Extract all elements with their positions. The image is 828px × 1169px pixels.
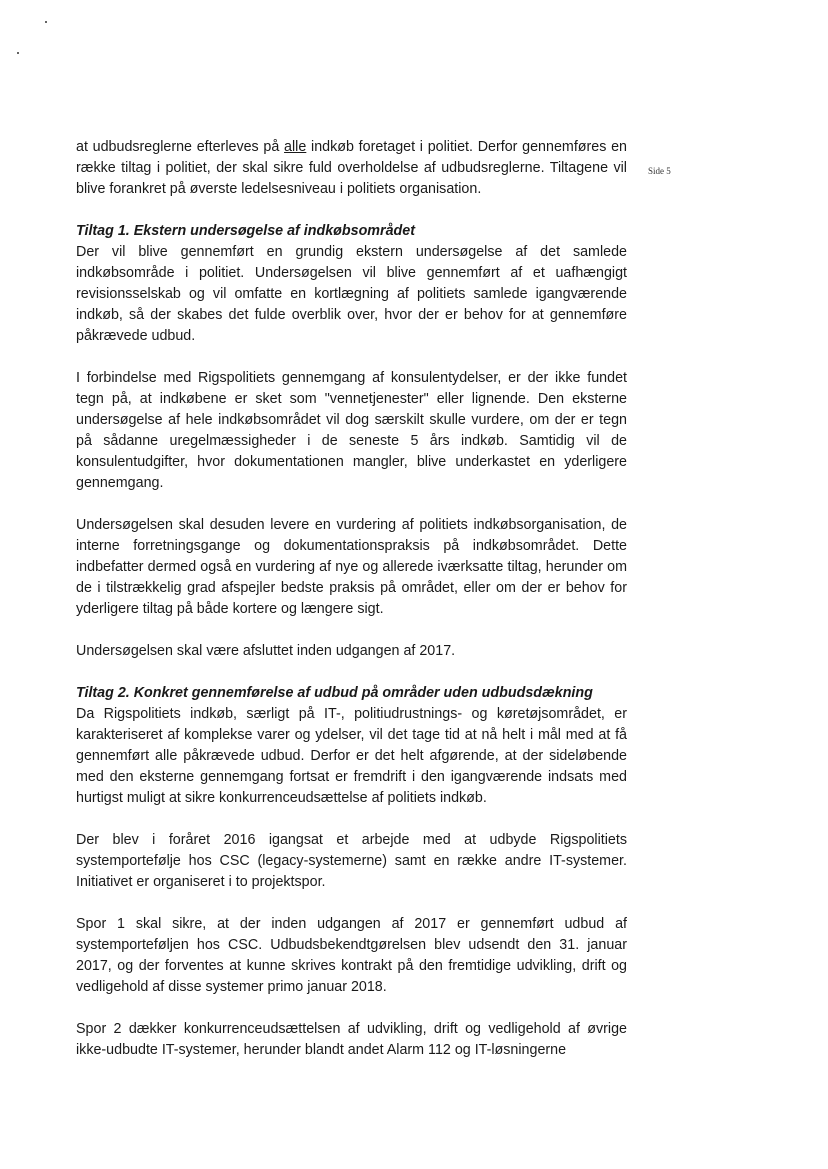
paragraph: I forbindelse med Rigspolitiets gennemgang af konsulentydelser, er der ikke fundet tegn på, at indkøbene er sket som "vennetjenester" eller lignende. Den eksterne undersøgelse af hele indkøbsområdet vil dog særskilt skulle vurdere, om der er tegn på sådanne uregelmæssigheder i de seneste 5 års indkøb. Samtidig vil de konsulentudgifter, hvor dokumentationen mangler, blive underkastet en yderligere gennemgang. — [76, 370, 627, 491]
document-body — [76, 137, 627, 1082]
paragraph: Der vil blive gennemført en grundig ekstern undersøgelse af det samlede indkøbsområde i politiet. Undersøgelsen vil blive gennemført af et uafhængigt revisionsselskab og vil omfatte en kortlægning af politiets samlede igangværende indkøb, så der skabes det fulde overblik over, hvor der er behov for at gennemføre påkrævede udbud. — [76, 244, 627, 344]
paragraph: Undersøgelsen skal desuden levere en vurdering af politiets indkøbsorganisation, de interne forretningsgange og dokumentationspraksis på indkøbsområdet. Dette indbefatter dermed også en vurdering af nye og allerede iværksatte tiltag, herunder om de i tilstrækkelig grad afspejler bedste praksis på området, eller om der er behov for yderligere tiltag på både kortere og længere sigt. — [76, 517, 627, 617]
paragraph: Da Rigspolitiets indkøb, særligt på IT-, politiudrustnings- og køretøjsområdet, er karakteriseret af komplekse varer og ydelser, vil det tage tid at nå helt i mål med at få gennemført alle påkrævede udbud. Derfor er det helt afgørende, at der sideløbende med den eksterne gennemgang fortsat er fremdrift i den igangværende indsats med hurtigst muligt at sikre konkurrenceudsættelse af politiets indkøb. — [76, 706, 627, 806]
paragraph: Spor 1 skal sikre, at der inden udgangen af 2017 er gennemført udbud af systemporteføljen hos CSC. Udbudsbekendtgørelsen blev udsendt den 31. januar 2017, og der forventes at kunne skrives kontrakt på den fremtidige udvikling, drift og vedligehold af disse systemer primo januar 2018. — [76, 916, 627, 995]
paragraph-intro: at udbudsreglerne efterleves på alle indkøb foretaget i politiet. Derfor gennemføres en række tiltag i politiet, der skal sikre fuld overholdelse af udbudsreglerne. Tiltagene vil blive forankret på øverste ledelsesniveau i politiets organisation. — [76, 139, 628, 197]
scan-speck — [45, 21, 47, 23]
paragraph: Undersøgelsen skal være afsluttet inden udgangen af 2017. — [76, 643, 456, 659]
page-number: Side 5 — [648, 166, 671, 176]
underlined-word: alle — [284, 139, 307, 155]
paragraph: Spor 2 dækker konkurrenceudsættelsen af udvikling, drift og vedligehold af øvrige ikke-udbudte IT-systemer, herunder blandt andet Alarm 112 og IT-løsningerne — [76, 1021, 627, 1058]
paragraph: Der blev i foråret 2016 igangsat et arbejde med at udbyde Rigspolitiets systemportefølje hos CSC (legacy-systemerne) samt en række andre IT-systemer. Initiativet er organiseret i to projektspor. — [76, 832, 627, 890]
heading-tiltag-1: Tiltag 1. Ekstern undersøgelse af indkøbsområdet — [76, 223, 415, 239]
heading-tiltag-2: Tiltag 2. Konkret gennemførelse af udbud på områder uden udbudsdækning — [76, 685, 593, 701]
scan-speck — [17, 52, 19, 54]
